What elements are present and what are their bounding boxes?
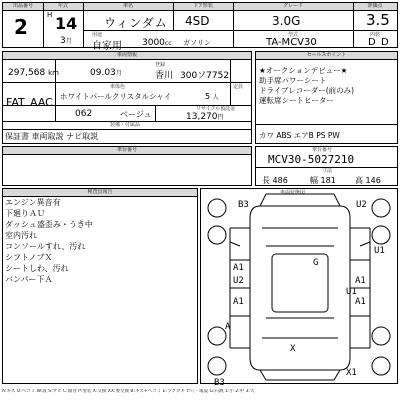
grade-label: グレード: [233, 3, 353, 11]
displacement: 3000cc: [142, 38, 172, 48]
color-number: 062: [75, 109, 93, 119]
shaken: 09.03月: [90, 68, 122, 78]
dims-label: 寸法: [322, 168, 333, 174]
note-1: エンジン異音有: [5, 198, 61, 207]
month-value: 3月: [60, 36, 72, 46]
mark-x-rear: X: [290, 344, 296, 354]
footer-legend: A:キズ U:ヘコミ W:波 S:サビ C:腐食 P:塗装 X:交換 XX:要交換 B:キズ+ヘコミ E:ラクガキ Y:穴・亀裂 G:石跳 1:小 2:中 3:大: [2, 389, 255, 394]
exterior-grade: D: [381, 37, 389, 48]
sales-point-3: ドライブレコーダー(前のみ): [259, 86, 355, 95]
score-value: 3.5: [366, 11, 390, 29]
diagram-label: 車両状態図: [280, 190, 306, 196]
region-label: 登録: [155, 62, 166, 68]
equip-fat: FAT: [6, 96, 25, 109]
mark-u2-front: U2: [356, 200, 367, 210]
capacity: 5 人: [205, 92, 219, 101]
car-name: ウィンダム: [104, 16, 168, 30]
width: 幅 181: [310, 176, 336, 185]
sales-points-label: セールスポイント: [256, 52, 397, 60]
fuel-value: ガソリン: [183, 39, 211, 47]
mileage: 297,568 km: [8, 68, 59, 78]
year-label: 年式: [43, 3, 83, 11]
serial-section-label: 車台番号: [3, 147, 251, 155]
note-7: シートしわ、汚れ: [5, 264, 69, 273]
note-4: 室内汚れ: [5, 231, 37, 240]
option-list: カワ ABS エアB PS PW: [259, 131, 340, 140]
interior-grade: D: [368, 37, 376, 48]
note-8: バンパー下Ａ: [5, 275, 53, 284]
interior-color: ベージュ: [120, 110, 152, 119]
note-6: シフトノブＸ: [5, 253, 53, 262]
use-label: 用途: [92, 32, 103, 38]
equip-aac: AAC: [30, 96, 53, 109]
inspector-label: 検査員報告: [3, 189, 197, 197]
mark-u1-right2: U1: [346, 287, 357, 297]
lot-label: 出品番号: [3, 3, 43, 11]
door-label: ドア形状: [173, 3, 233, 11]
height: 高 146: [355, 176, 381, 185]
score-label: 評価点: [353, 3, 397, 11]
mark-b3-rear: B3: [214, 378, 225, 388]
grade-value: 3.0G: [272, 14, 301, 28]
mark-a1-left2: A1: [233, 297, 244, 307]
mark-a1-left: A1: [233, 263, 244, 273]
color-label: 車体色: [110, 84, 126, 90]
chassis-number: MCV30-5027210: [268, 153, 355, 166]
mark-b3-front: B3: [238, 200, 249, 210]
use-value: 自家用: [92, 41, 122, 52]
extras-label: 装備・付属品: [110, 122, 141, 128]
mark-a-left: A: [225, 322, 231, 332]
note-2: 下廻りＡＵ: [5, 209, 45, 218]
interior-label: 内装: [370, 32, 381, 38]
region: 香川: [155, 71, 174, 81]
model-label: 型式: [288, 32, 299, 38]
length: 長 486: [262, 176, 288, 185]
sales-point-2: 助手席パワーシート: [259, 76, 327, 85]
mark-g-center: G: [313, 258, 319, 268]
mark-u2-left: U2: [233, 276, 244, 286]
recycle-fee: 13,270円: [186, 112, 224, 122]
door-type: 4SD: [185, 14, 210, 28]
car-outline-diagram: [200, 188, 398, 384]
sales-point-4: 運転席シートヒーター: [259, 96, 334, 105]
extras: 保証書 車両取説 ナビ取説: [5, 132, 99, 141]
body-color: ホワイトパールクリスタルシャイ: [60, 92, 172, 101]
sales-point-1: ★オークションデビュー★: [259, 66, 348, 75]
capacity-label: 定員: [233, 84, 244, 90]
mark-a1-right2: A1: [355, 297, 366, 307]
mark-a1-right: A1: [355, 276, 366, 286]
mark-x1-rear: X1: [346, 368, 357, 378]
maker-label: 車名: [83, 3, 173, 11]
model-value: TA-MCV30: [266, 37, 317, 48]
plate-number: 300ソ7752: [180, 71, 230, 81]
spec-section-label: 車両情報: [3, 52, 251, 60]
note-5: コンソールすれ、汚れ: [5, 242, 86, 251]
mark-u1-right: U1: [374, 246, 385, 256]
recycle-label: リサイクル預託金: [196, 106, 236, 112]
chassis-label: 車台番号: [312, 147, 333, 153]
note-3: ダッシュ盛歪み・うき中: [5, 220, 93, 229]
era: H: [47, 11, 53, 19]
lot-number: 2: [14, 15, 28, 39]
year-value: 14: [55, 14, 78, 33]
